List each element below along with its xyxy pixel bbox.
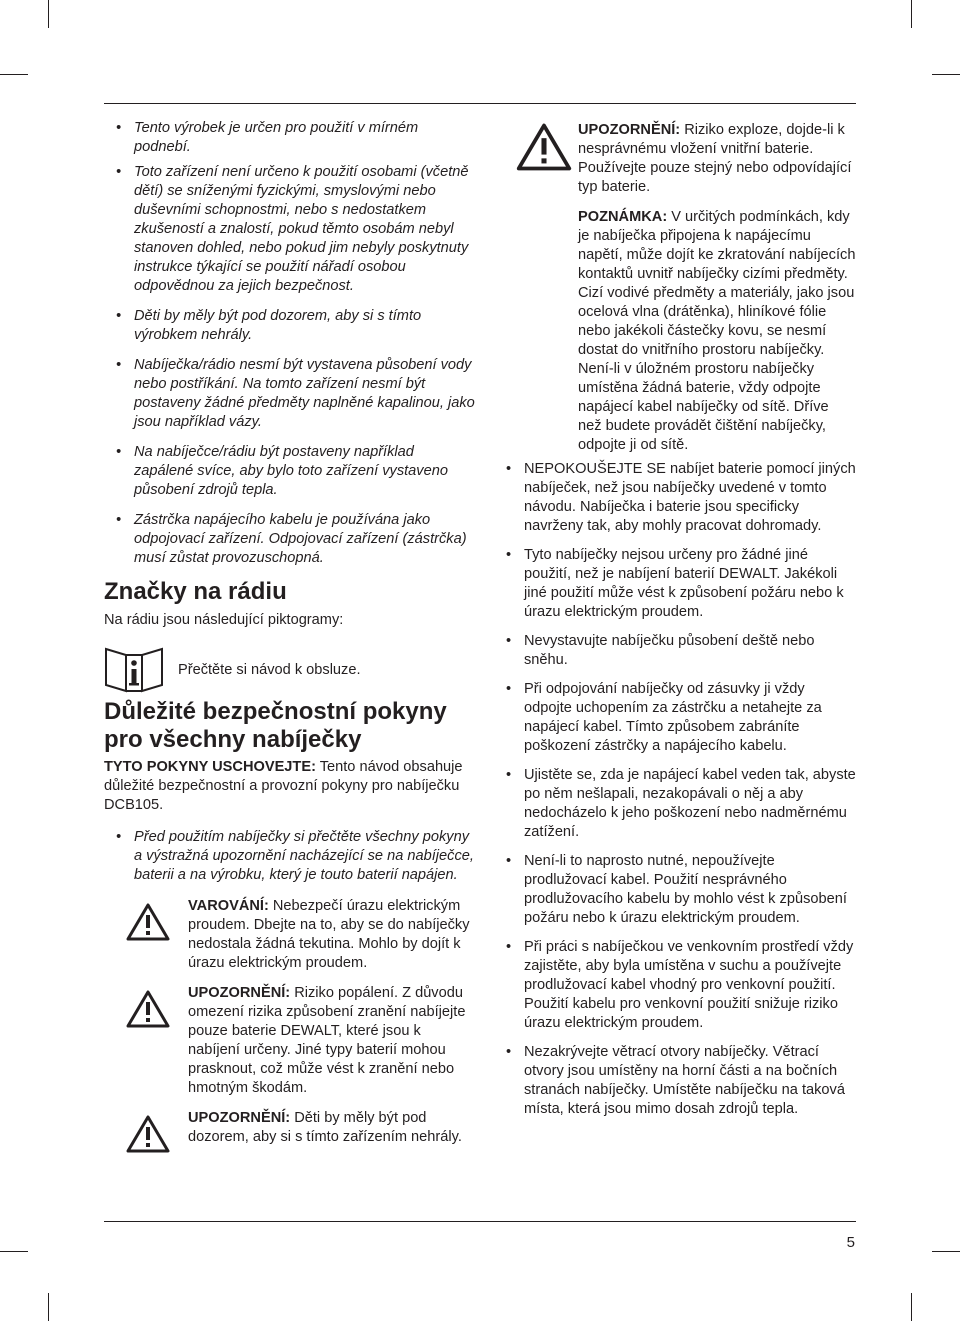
bullet-list-charger-safety [494, 460, 856, 1119]
section-heading-safety [104, 698, 476, 754]
keep-instructions-paragraph [104, 758, 476, 815]
heading-line-1: Důležité bezpečnostní pokyny [104, 698, 447, 725]
note-text: V určitých podmínkách, kdy je nabíječka připojena k napájecímu napětí, může dojít ke zkratování nabíjecích kontaktů uvnitř nabíječky cizími předměty. Cizí vodivé předměty a materiály, jako jsou ocelová vlna (drátěnka), hliníkové fólie nebo jakékoli částečky kovu, se nesmí dostat do vnitřního prostoru nabíječky. Není-li v úložném prostoru nabíječky umístěna žádná baterie, vždy odpojte napájecí kabel nabíječky od sítě. Dříve než budete provádět čištění nabíječky, odpojte ji od sítě. [578, 209, 856, 453]
warning-text: Nebezpečí úrazu elektrickým proudem. Dbejte na to, aby se do nabíječky nedostala žádná tekutina. Mohlo by dojít k úrazu elektrickým proudem. [188, 898, 470, 971]
book-info-icon [104, 647, 164, 693]
list-item: • Toto zařízení není určeno k použití osobami (včetně dětí) se sníženými fyzickými, smyslovými nebo duševními schopnostmi, nebo s nedostatkem zkušeností a znalostí, pokud těmto osobám nebyl stanoven dohled, nebo pokud jim nebyly poskytnuty instrukce týkající se použití nářadí osobou odpovědnou za jejich bezpečnost. [104, 163, 476, 296]
caution-label: UPOZORNĚNÍ: [188, 985, 291, 1001]
page-number: 5 [846, 1234, 855, 1251]
list-item: • Děti by měly být pod dozorem, aby si s tímto výrobkem nehrály. [104, 307, 476, 345]
warning-triangle-icon [516, 123, 572, 171]
list-item: • Ujistěte se, zda je napájecí kabel veden tak, abyste po něm nešlapali, nezakopávali o něj a aby nedocházelo k jeho poškození nebo nadměrnému zatížení. [494, 766, 856, 842]
caution-block-explosion [494, 121, 856, 455]
right-column [494, 121, 856, 1119]
list-item: • Tyto nabíječky nejsou určeny pro žádné jiné použití, než je nabíjení baterií DEWALT. Jakékoli jiné použití může vést k způsobení požáru nebo k úrazu elektrickým proudem. [494, 546, 856, 622]
list-item: • Zástrčka napájecího kabelu je používána jako odpojovací zařízení. Odpojovací zařízení (zástrčka) musí zůstat provozuschopná. [104, 511, 476, 568]
caution-block-children [104, 1109, 476, 1147]
list-item: • Není-li to naprosto nutné, nepoužívejte prodlužovací kabel. Použití nesprávného prodlužovacího kabelu by mohlo vést k způsobení požáru nebo k úrazu elektrickým proudem. [494, 852, 856, 928]
note-label: POZNÁMKA: [578, 209, 668, 225]
warning-triangle-icon [126, 1115, 170, 1153]
left-column [104, 119, 476, 1147]
caution-text: Riziko exploze, dojde-li k nesprávnému vložení vnitřní baterie. Používejte pouze stejný nebo odpovídající typ baterie. [578, 122, 852, 195]
header-rule [104, 103, 856, 104]
crop-mark-right-upper [932, 74, 960, 75]
bullet-list-before-use [104, 828, 476, 885]
list-item: • Nabíječka/rádio nesmí být vystavena působení vody nebo postříkání. Na tomto zařízení nesmí být postaveny žádné předměty naplněné kapalinou, jako jsou například vázy. [104, 356, 476, 432]
list-item: • Nezakrývejte větrací otvory nabíječky. Větrací otvory jsou umístěny na horní části a na bočních stranách nabíječky. Umístěte nabíječku na taková místa, která jsou mimo dosah zdrojů tepla. [494, 1043, 856, 1119]
crop-mark-top-left [48, 0, 49, 28]
read-manual-text: Přečtěte si návod k obsluze. [178, 662, 361, 678]
list-item: • Při práci s nabíječkou ve venkovním prostředí vždy zajistěte, aby byla umístěna v suchu a používejte prodlužovací kabel vhodný pro venkovní použití. Použití kabelu pro venkovní použití snižuje riziko úrazu elektrickým proudem. [494, 938, 856, 1033]
keep-instructions-text: Tento návod obsahuje důležité bezpečnostní a provozní pokyny pro nabíječku DCB105. [104, 759, 463, 813]
crop-mark-bottom-right [911, 1293, 912, 1321]
caution-block-burn [104, 984, 476, 1098]
list-item: • Před použitím nabíječky si přečtěte všechny pokyny a výstražná upozornění nacházející se na nabíječce, baterii a na výrobku, který je touto baterií napájen. [104, 828, 476, 885]
warning-triangle-icon [126, 903, 170, 941]
section-heading-radio: Značky na rádiu [104, 578, 287, 605]
list-item: • Na nabíječce/rádiu být postaveny například zapálené svíce, aby bylo toto zařízení vystaveno působení zdrojů tepla. [104, 443, 476, 500]
warning-label: VAROVÁNÍ: [188, 898, 269, 914]
crop-mark-bottom-left [48, 1293, 49, 1321]
footer-rule [104, 1221, 856, 1222]
list-item: • Tento výrobek je určen pro použití v mírném podnebí. [104, 119, 476, 157]
bullet-list-general [104, 119, 476, 568]
crop-mark-left-upper [0, 74, 28, 75]
radio-pictograms-intro: Na rádiu jsou následující piktogramy: [104, 612, 344, 628]
crop-mark-right-lower [932, 1251, 960, 1252]
list-item: • Při odpojování nabíječky od zásuvky ji vždy odpojte uchopením za zástrčku a netahejte za napájecí kabel. Tímto způsobem zabráníte poškození zástrčky a napájecího kabelu. [494, 680, 856, 756]
heading-line-2: pro všechny nabíječky [104, 726, 362, 753]
warning-triangle-icon [126, 990, 170, 1028]
caution-label: UPOZORNĚNÍ: [188, 1110, 291, 1126]
list-item: • NEPOKOUŠEJTE SE nabíjet baterie pomocí jiných nabíječek, než jsou nabíječky uvedené v tomto návodu. Nabíječka i baterie jsou specificky navrženy tak, aby mohly pracovat dohromady. [494, 460, 856, 536]
caution-text: Děti by měly být pod dozorem, aby si s tímto zařízením nehrály. [188, 1110, 462, 1145]
caution-label: UPOZORNĚNÍ: [578, 122, 681, 138]
warning-block-shock [104, 897, 476, 973]
caution-text: Riziko popálení. Z důvodu omezení rizika způsobení zranění nabíjejte pouze baterie DEWALT, které jsou k nabíjení určeny. Jiné typy baterií mohou prasknout, což může vést k zranění nebo hmotným škodám. [188, 985, 466, 1096]
caution-paragraph [578, 121, 856, 197]
keep-instructions-label: TYTO POKYNY USCHOVEJTE: [104, 759, 316, 775]
pictogram-row [104, 647, 476, 701]
list-item: • Nevystavujte nabíječku působení deště nebo sněhu. [494, 632, 856, 670]
note-paragraph [578, 208, 856, 455]
crop-mark-left-lower [0, 1251, 28, 1252]
crop-mark-top-right [911, 0, 912, 28]
